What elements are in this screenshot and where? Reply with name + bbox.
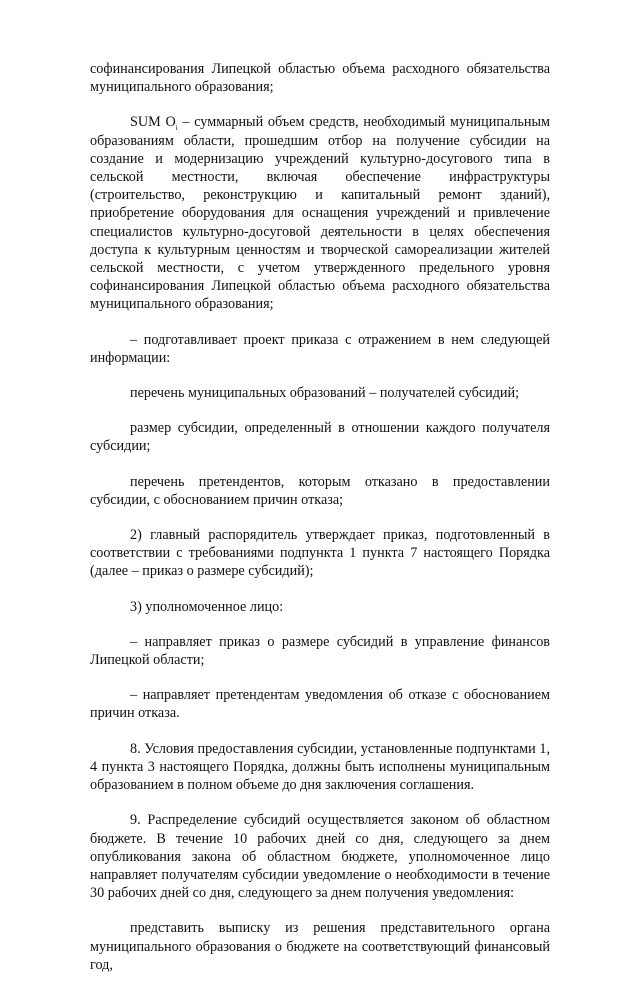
paragraph-refused-applicants: перечень претендентов, которым отказано в предоставлении субсидии, с обоснованием причин отказа; xyxy=(90,473,550,508)
paragraph-send-order: – направляет приказ о размере субсидий в управление финансов Липецкой области; xyxy=(90,633,550,669)
paragraph-section-8: 8. Условия предоставления субсидии, установленные подпунктами 1, 4 пункта 3 настоящего Порядка, должны быть исполнены муниципальным образованием в полном объеме до дня заключения соглашения. xyxy=(90,740,550,794)
paragraph-item-3: 3) уполномоченное лицо: xyxy=(130,598,284,615)
paragraph-present-extract: представить выписку из решения представительного органа муниципального образования о бюджете на соответствующий финансовый год, xyxy=(90,920,550,973)
paragraph-prepare-order: – подготавливает проект приказа с отражением в нем следующей информации: xyxy=(90,331,550,366)
paragraph-section-9: 9. Распределение субсидий осуществляется законом об областном бюджете. В течение 10 рабочих дней со дня, следующего за днем опубликования закона об областном бюджете, уполномоченное лицо направляет получателям субсидии уведомление о необходимости в течение 30 рабочих дней со дня, следующего за днем получения уведомления: xyxy=(90,812,550,902)
paragraph-send-refusals: – направляет претендентам уведомления об отказе с обоснованием причин отказа. xyxy=(90,687,550,722)
document-page xyxy=(90,60,550,991)
paragraph-sum-definition xyxy=(90,113,550,313)
formula-symbol: SUM O xyxy=(130,114,176,131)
paragraph-item-2: 2) главный распорядитель утверждает приказ, подготовленный в соответствии с требованиями подпункта 1 пункта 7 настоящего Порядка (далее – приказ о размере субсидий); xyxy=(90,527,550,580)
formula-subscript: i xyxy=(175,124,178,133)
paragraph-list-recipients: перечень муниципальных образований – получателей субсидий; xyxy=(130,385,520,402)
paragraph-cofinancing-tail: софинансирования Липецкой областью объема расходного обязательства муниципального образования; xyxy=(90,61,550,96)
paragraph-subsidy-amount: размер субсидии, определенный в отношении каждого получателя субсидии; xyxy=(90,420,550,455)
paragraph-sum-text: – суммарный объем средств, необходимый муниципальным образованиям области, прошедшим отбор на получение субсидии на создание и модернизацию учреждений культурно-досугового типа в сельской местности, включая обеспечение инфраструктуры (строительство, реконструкцию и капитальный ремонт зданий), приобретение оборудования для оснащения учреждений и привлечение специалистов культурно-досуговой деятельности в целях обеспечения доступа к культурным ценностям и творческой самореализации жителей сельской местности, с учетом утвержденного предельного уровня софинансирования Липецкой областью объема расходного обязательства муниципального образования; xyxy=(90,114,551,313)
